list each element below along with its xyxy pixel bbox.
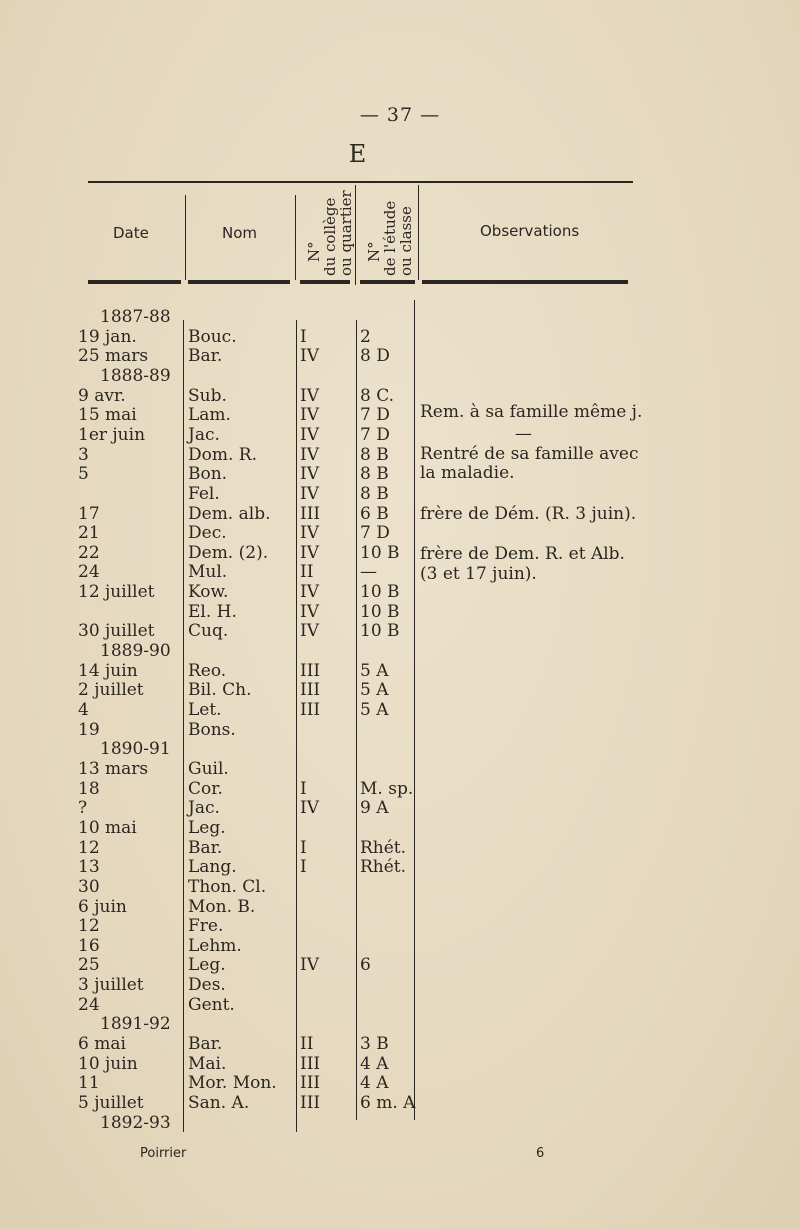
date-cell: 6 mai	[78, 1034, 126, 1055]
header-divider	[295, 195, 296, 280]
nom-cell: Bon.	[188, 464, 228, 485]
etude-cell: 6 B	[360, 503, 389, 524]
etude-cell: 8 B	[360, 444, 389, 465]
header-divider	[355, 185, 356, 285]
date-cell: 5	[78, 464, 89, 485]
date-cell: 9 avr.	[78, 385, 126, 406]
date-cell: 25	[78, 955, 100, 976]
nom-cell: Kow.	[188, 582, 229, 603]
section-letter: E	[348, 140, 367, 168]
etude-cell: 4 A	[360, 1073, 389, 1094]
nom-cell: Mai.	[188, 1053, 227, 1074]
nom-cell: Reo.	[188, 660, 227, 681]
column-divider-college	[296, 320, 297, 1132]
date-cell: 4	[78, 700, 89, 720]
college-cell: II	[300, 1034, 314, 1055]
college-cell: IV	[300, 483, 319, 504]
etude-cell: 10 B	[360, 621, 400, 642]
etude-cell: M. sp.	[360, 778, 414, 799]
column-header-college-1: N°	[305, 241, 323, 262]
column-header-etude-2: de l'étude	[381, 200, 399, 276]
etude-cell: 8 D	[360, 346, 390, 367]
date-cell: 1888-89	[100, 365, 171, 386]
nom-cell: Jac.	[188, 798, 220, 819]
college-cell: IV	[300, 523, 319, 544]
column-divider-observations	[414, 300, 415, 1120]
college-cell: IV	[300, 798, 319, 819]
college-cell: III	[300, 660, 321, 681]
date-cell: 17	[78, 503, 100, 524]
date-cell: 30 juillet	[78, 621, 155, 642]
etude-cell: 8 C.	[360, 385, 395, 406]
etude-cell: 5 A	[360, 660, 389, 681]
etude-cell: 7 D	[360, 405, 390, 426]
nom-cell: Thon. Cl.	[188, 876, 267, 897]
column-header-etude-3: ou classe	[397, 206, 415, 276]
college-cell: I	[300, 326, 307, 347]
column-divider-nom	[183, 320, 184, 1132]
college-cell: IV	[300, 405, 319, 426]
nom-cell: Leg.	[188, 955, 226, 976]
column-header-nom: Nom	[222, 224, 258, 242]
date-cell: 1889-90	[100, 641, 171, 662]
date-cell: 12	[78, 916, 100, 937]
college-cell: IV	[300, 955, 319, 976]
date-cell: 22	[78, 542, 100, 563]
etude-cell: 8 B	[360, 483, 389, 504]
nom-cell: Dom. R.	[188, 444, 257, 465]
nom-cell: Bar.	[188, 1034, 223, 1055]
date-cell: 1892-93	[100, 1112, 171, 1133]
nom-cell: Fel.	[188, 483, 220, 504]
etude-cell: 5 A	[360, 680, 389, 701]
header-divider	[185, 195, 186, 280]
nom-cell: Mul.	[188, 562, 228, 583]
college-cell: III	[300, 1053, 321, 1074]
date-cell: 12 juillet	[78, 582, 155, 603]
etude-cell: 3 B	[360, 1034, 389, 1055]
page-number: — 37 —	[359, 104, 441, 126]
date-cell: 19 jan.	[78, 326, 137, 347]
nom-cell: Des.	[188, 975, 226, 996]
date-cell: 1887-88	[100, 307, 171, 327]
date-cell: 16	[78, 935, 100, 956]
date-cell: 25 mars	[78, 346, 149, 367]
college-cell: I	[300, 857, 307, 878]
date-cell: 1890-91	[100, 739, 171, 760]
etude-cell: —	[360, 562, 377, 583]
college-cell: IV	[300, 542, 319, 563]
nom-cell: Cor.	[188, 778, 223, 799]
nom-cell: Guil.	[188, 758, 229, 779]
date-cell: 19	[78, 719, 100, 740]
date-cell: 10 mai	[78, 817, 137, 838]
nom-cell: Mon. B.	[188, 896, 256, 917]
college-cell: IV	[300, 444, 319, 465]
college-cell: III	[300, 700, 321, 720]
etude-cell: 10 B	[360, 601, 400, 622]
college-cell: III	[300, 1093, 321, 1113]
nom-cell: Lehm.	[188, 935, 242, 956]
college-cell: IV	[300, 346, 319, 367]
date-cell: 3	[78, 444, 89, 465]
observation-text: frère de Dém. (R. 3 juin).	[420, 504, 637, 524]
observation-text: la maladie.	[420, 463, 515, 483]
column-header-college-3: ou quartier	[337, 190, 355, 276]
college-cell: I	[300, 778, 307, 799]
date-cell: 24	[78, 562, 100, 583]
top-rule	[88, 181, 633, 183]
nom-cell: Bons.	[188, 719, 236, 740]
column-header-date: Date	[113, 224, 149, 242]
etude-cell: 6 m. A	[360, 1093, 416, 1113]
date-cell: 21	[78, 523, 100, 544]
nom-cell: Leg.	[188, 817, 226, 838]
etude-cell: 10 B	[360, 542, 400, 563]
college-cell: IV	[300, 424, 319, 445]
nom-cell: Bil. Ch.	[188, 680, 252, 701]
observation-text: Rentré de sa famille avec	[420, 444, 639, 464]
college-cell: IV	[300, 582, 319, 603]
date-cell: 13	[78, 857, 100, 878]
header-rule-college	[300, 280, 350, 284]
nom-cell: Sub.	[188, 385, 227, 406]
nom-cell: El. H.	[188, 601, 237, 622]
date-cell: 10 juin	[78, 1053, 138, 1074]
date-cell: 15 mai	[78, 405, 137, 426]
date-cell: 3 juillet	[78, 975, 144, 996]
date-cell: 11	[78, 1073, 100, 1094]
footer-author: Poirrier	[140, 1146, 187, 1161]
etude-cell: 2	[360, 326, 371, 347]
date-cell: 24	[78, 994, 100, 1015]
header-rule-observations	[422, 280, 628, 284]
observation-text: Rem. à sa famille même j.	[420, 402, 643, 422]
etude-cell: 7 D	[360, 523, 390, 544]
observation-text: —	[515, 424, 532, 444]
nom-cell: Dec.	[188, 523, 227, 544]
college-cell: IV	[300, 385, 319, 406]
date-cell: 30	[78, 876, 100, 897]
nom-cell: Bouc.	[188, 326, 237, 347]
etude-cell: 4 A	[360, 1053, 389, 1074]
college-cell: III	[300, 1073, 321, 1094]
etude-cell: 7 D	[360, 424, 390, 445]
nom-cell: Dem. alb.	[188, 503, 271, 524]
date-cell: 1891-92	[100, 1014, 171, 1035]
etude-cell: 5 A	[360, 700, 389, 720]
nom-cell: Dem. (2).	[188, 542, 269, 563]
column-header-college-2: du collège	[321, 197, 339, 276]
nom-cell: Lam.	[188, 405, 231, 426]
nom-cell: Gent.	[188, 994, 235, 1015]
header-divider	[418, 185, 419, 280]
college-cell: I	[300, 837, 307, 858]
college-cell: III	[300, 680, 321, 701]
footer-signature: 6	[536, 1146, 545, 1161]
nom-cell: Jac.	[188, 424, 220, 445]
header-rule-nom	[188, 280, 290, 284]
date-cell: 13 mars	[78, 758, 149, 779]
column-divider-etude	[356, 320, 357, 1120]
observation-text: (3 et 17 juin).	[420, 564, 537, 584]
etude-cell: 6	[360, 955, 371, 976]
college-cell: II	[300, 562, 314, 583]
observation-text: frère de Dem. R. et Alb.	[420, 544, 625, 564]
nom-cell: Mor. Mon.	[188, 1073, 277, 1094]
date-cell: 1er juin	[78, 424, 146, 445]
date-cell: 14 juin	[78, 660, 138, 681]
date-cell: 5 juillet	[78, 1093, 144, 1113]
college-cell: IV	[300, 464, 319, 485]
college-cell: IV	[300, 621, 319, 642]
date-cell: 12	[78, 837, 100, 858]
nom-cell: Let.	[188, 700, 222, 720]
nom-cell: Lang.	[188, 857, 237, 878]
nom-cell: San. A.	[188, 1093, 250, 1113]
date-cell: 18	[78, 778, 100, 799]
column-header-observations: Observations	[480, 222, 580, 240]
etude-cell: 8 B	[360, 464, 389, 485]
nom-cell: Fre.	[188, 916, 224, 937]
etude-cell: 9 A	[360, 798, 389, 819]
date-cell: 6 juin	[78, 896, 127, 917]
column-header-etude-1: N°	[365, 241, 383, 262]
etude-cell: 10 B	[360, 582, 400, 603]
header-rule-etude	[360, 280, 415, 284]
header-rule-date	[88, 280, 181, 284]
nom-cell: Bar.	[188, 837, 223, 858]
nom-cell: Cuq.	[188, 621, 229, 642]
etude-cell: Rhét.	[360, 837, 407, 858]
date-cell: 2 juillet	[78, 680, 144, 701]
college-cell: III	[300, 503, 321, 524]
etude-cell: Rhét.	[360, 857, 407, 878]
date-cell: ?	[78, 798, 88, 819]
nom-cell: Bar.	[188, 346, 223, 367]
college-cell: IV	[300, 601, 319, 622]
